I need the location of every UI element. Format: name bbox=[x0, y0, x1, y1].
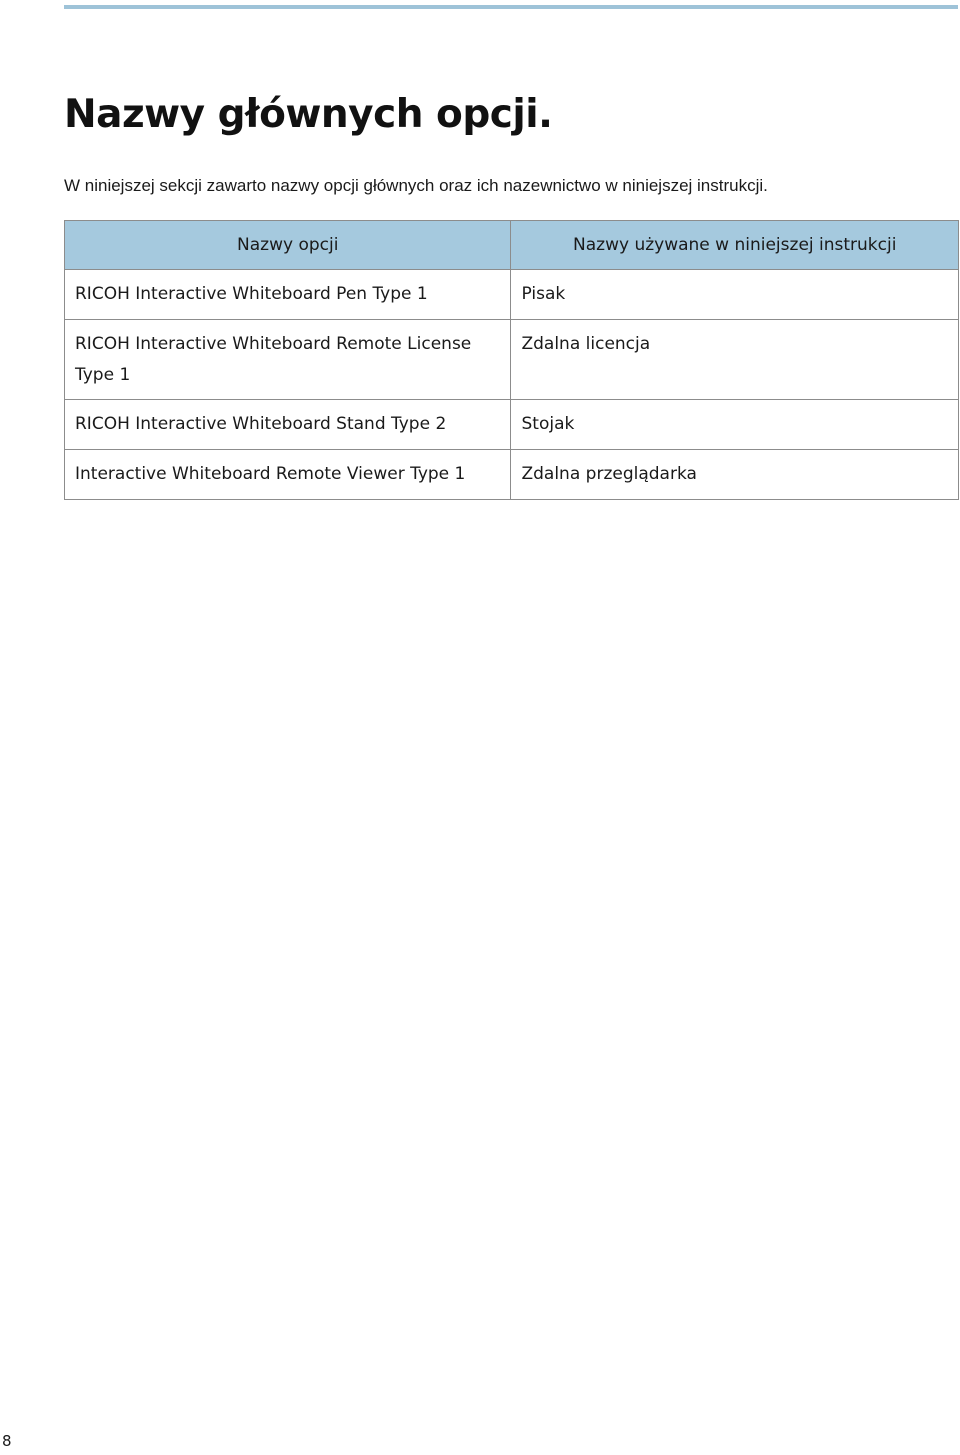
table-row bbox=[65, 320, 959, 400]
page-title: Nazwy głównych opcji. bbox=[64, 92, 553, 137]
option-name-cell: RICOH Interactive Whiteboard Pen Type 1 bbox=[65, 270, 511, 320]
header-option-names: Nazwy opcji bbox=[65, 221, 511, 270]
intro-text: W niniejszej sekcji zawarto nazwy opcji głównych oraz ich nazewnictwo w niniejszej instrukcji. bbox=[64, 176, 768, 195]
manual-name-cell: Pisak bbox=[511, 270, 959, 320]
option-names-table bbox=[64, 220, 959, 500]
manual-name-cell: Zdalna licencja bbox=[511, 320, 959, 400]
manual-name-cell: Zdalna przeglądarka bbox=[511, 450, 959, 500]
page-number: 8 bbox=[2, 1432, 12, 1450]
top-rule bbox=[64, 5, 958, 9]
table-header-row bbox=[65, 221, 959, 270]
option-name-cell: Interactive Whiteboard Remote Viewer Type 1 bbox=[65, 450, 511, 500]
manual-name-cell: Stojak bbox=[511, 400, 959, 450]
option-name-cell: RICOH Interactive Whiteboard Stand Type 2 bbox=[65, 400, 511, 450]
table-row bbox=[65, 270, 959, 320]
table-row bbox=[65, 450, 959, 500]
option-name-cell: RICOH Interactive Whiteboard Remote License Type 1 bbox=[65, 320, 511, 400]
table-row bbox=[65, 400, 959, 450]
header-manual-names: Nazwy używane w niniejszej instrukcji bbox=[511, 221, 959, 270]
